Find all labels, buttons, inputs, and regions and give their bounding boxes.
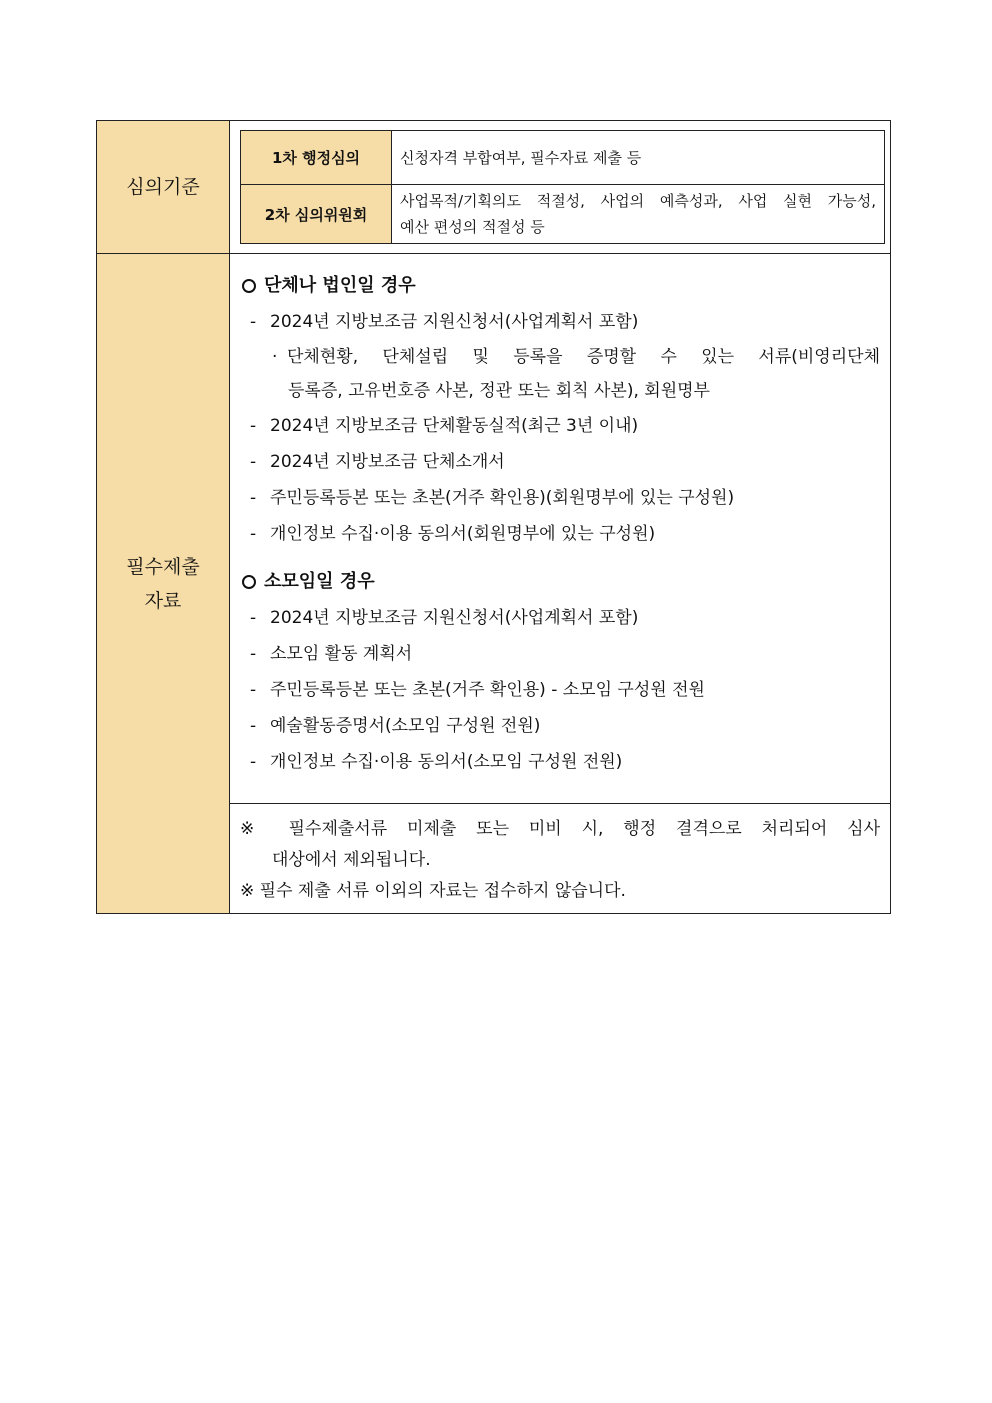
dot-bullet: · [272,347,278,367]
list-item [242,304,880,340]
note-continuation: 대상에서 제외됩니다. [272,850,431,870]
dash-bullet: - [250,416,257,436]
main-table [96,120,891,914]
dash-bullet: - [250,752,257,772]
criteria-label: 심의기준 [97,121,230,254]
stage-row [241,185,885,244]
reference-mark: ※ [240,819,269,839]
circle-bullet-icon [242,575,256,589]
list-item-text: 개인정보 수집·이용 동의서(회원명부에 있는 구성원) [270,524,656,544]
stage-description: 신청자격 부합여부, 필수자료 제출 등 [392,131,885,185]
list-item-text: 예술활동증명서(소모임 구성원 전원) [270,716,541,736]
note-line [240,814,880,845]
group-heading [242,268,880,304]
group-title: 단체나 법인일 경우 [264,275,416,296]
note-text: 필수 제출 서류 이외의 자료는 접수하지 않습니다. [259,881,626,901]
dash-bullet: - [250,312,257,332]
list-item-text: 2024년 지방보조금 단체활동실적(최근 3년 이내) [270,416,639,436]
dash-bullet: - [250,452,257,472]
notes-content [230,804,891,914]
list-item [242,636,880,672]
sub-item-continuation: 등록증, 고유번호증 사본, 정관 또는 회칙 사본), 회원명부 [288,381,710,401]
dash-bullet: - [250,716,257,736]
reference-mark: ※ [240,881,255,901]
list-item [242,516,880,552]
circle-bullet-icon [242,279,256,293]
note-text: 필수제출서류 미제출 또는 미비 시, 행정 결격으로 처리되어 심사 [288,819,881,839]
dash-bullet: - [250,644,257,664]
group-title: 소모임일 경우 [264,571,375,592]
docs-label [97,254,230,914]
docs-row [97,254,891,804]
list-item-text: 주민등록등본 또는 초본(거주 확인용) - 소모임 구성원 전원 [270,680,705,700]
docs-label-line: 자료 [144,589,182,612]
dash-bullet: - [250,524,257,544]
stage-row [241,131,885,185]
dash-bullet: - [250,680,257,700]
group-heading [242,564,880,600]
list-item-text: 2024년 지방보조금 단체소개서 [270,452,505,472]
list-item [242,444,880,480]
stage-name: 1차 행정심의 [241,131,392,185]
docs-label-line: 필수제출 [126,555,200,578]
stage-description-line: 예산 편성의 적절성 등 [400,218,545,236]
criteria-content [230,121,891,254]
stage-description [392,185,885,244]
list-item [242,600,880,636]
sub-item-text: 단체현황, 단체설립 및 등록을 증명할 수 있는 서류(비영리단체 [287,347,880,367]
list-item-text: 소모임 활동 계획서 [270,644,413,664]
list-item-text: 2024년 지방보조금 지원신청서(사업계획서 포함) [270,608,639,628]
dash-bullet: - [250,608,257,628]
note-line [240,876,880,907]
list-item-text: 주민등록등본 또는 초본(거주 확인용)(회원명부에 있는 구성원) [270,488,735,508]
list-item [242,708,880,744]
review-stage-table [240,130,885,244]
sub-item [242,340,880,374]
list-item [242,672,880,708]
stage-name: 2차 심의위원회 [241,185,392,244]
dash-bullet: - [250,488,257,508]
list-item-text: 2024년 지방보조금 지원신청서(사업계획서 포함) [270,312,639,332]
list-item [242,408,880,444]
stage-description-line: 사업목적/기획의도 적절성, 사업의 예측성과, 사업 실현 가능성, [400,192,876,210]
criteria-row [97,121,891,254]
list-item [242,480,880,516]
list-item-text: 개인정보 수집·이용 동의서(소모임 구성원 전원) [270,752,623,772]
docs-content [230,254,891,804]
list-item [242,744,880,780]
